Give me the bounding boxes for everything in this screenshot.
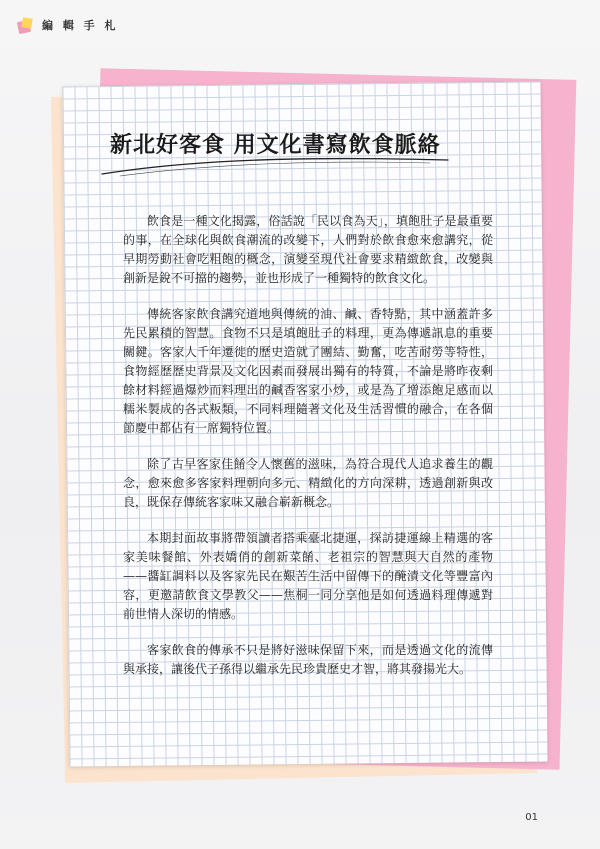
title-underline (100, 154, 450, 178)
paragraph: 本期封面故事將帶領讀者搭乘臺北捷運，探訪捷運線上精選的客家美味餐館、外表嬌俏的創新菜餚、老祖宗的智慧與大自然的產物——醬缸調料以及客家先民在艱苦生活中留傳下的醃漬文化等豐富內容，更邀請飲食文學教父——焦桐一同分享他是如何透過料理傳遞對前世情人深切的情感。 (123, 531, 493, 621)
paragraph: 除了古早客家佳餚令人懷舊的滋味，為符合現代人追求養生的觀念，愈來愈多客家料理朝向多元、精緻化的方向深耕，透過創新與改良，既保存傳統客家味又融合嶄新概念。 (123, 457, 493, 509)
paragraph: 客家飲食的傳承不只是將好滋味保留下來，而是透過文化的流傳與承接，讓後代子孫得以繼承先民珍貴歷史才智，將其發揚光大。 (123, 643, 493, 676)
paragraph: 飲食是一種文化揭露，俗話說「民以食為天」，填飽肚子是最重要的事，在全球化與飲食潮流的改變下，人們對於飲食愈來愈講究，從早期勞動社會吃粗飽的概念，演變至現代社會要求精緻飲食，改變與創新是銳不可擋的趨勢，並也形成了一種獨特的飲食文化。 (123, 214, 493, 285)
page-header (18, 14, 119, 36)
page-number: 01 (525, 812, 538, 823)
paragraph: 傳統客家飲食講究道地與傳統的油、鹹、香特點，其中涵蓋許多先民累積的智慧。食物不只是填飽肚子的料理，更為傳遞訊息的重要關鍵。客家人千年遷徙的歷史造就了團結、勤奮，吃苦耐勞等特性，食物經歷歷史背景及文化因素而發展出獨有的特質，不論是將昨夜剩餘材料經過爆炒而料理出的鹹香客家小炒，或是為了增添飽足感而以糯米製成的各式粄類，不同料理隨著文化及生活習慣的融合，在各個節慶中都佔有一席獨特位置。 (123, 307, 493, 435)
article-body (123, 212, 493, 696)
sticky-note-icon (18, 18, 32, 32)
article-title: 新北好客食 用文化書寫飲食脈絡 (110, 133, 441, 158)
section-title: 編 輯 手 札 (42, 19, 119, 32)
